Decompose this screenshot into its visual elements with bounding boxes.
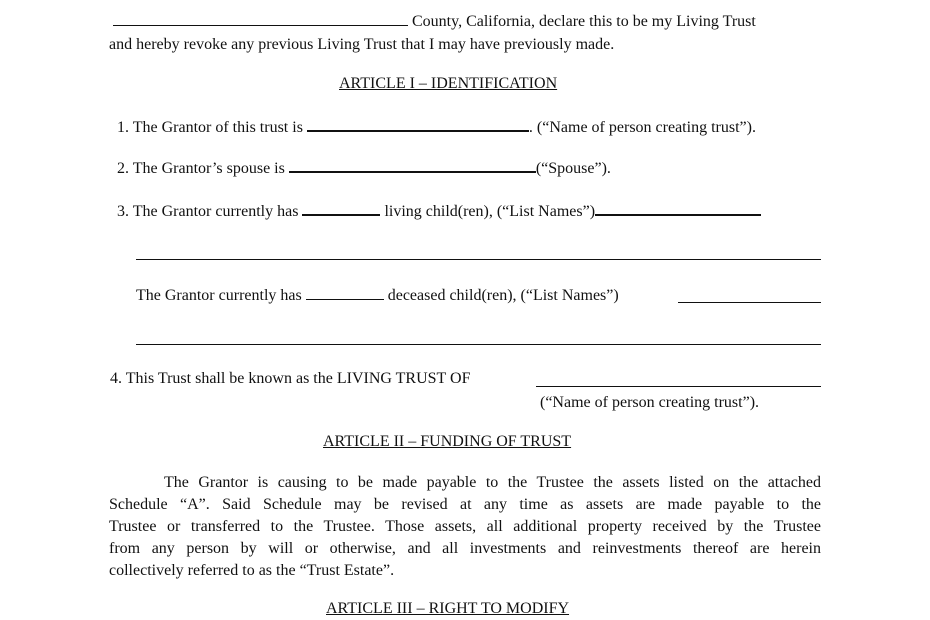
item-3b-mid: deceased child(ren), (“List Names”): [387, 287, 619, 304]
deceased-children-count-blank[interactable]: [306, 285, 384, 300]
item-2-text: The Grantor’s spouse is: [132, 160, 285, 177]
living-children-names-line-2[interactable]: [136, 259, 821, 260]
grantor-name-blank[interactable]: [307, 116, 529, 132]
item-2-number: 2.: [117, 160, 129, 177]
article-1-heading: ARTICLE I – IDENTIFICATION: [339, 75, 558, 92]
item-3b: [136, 285, 619, 306]
item-1-text: The Grantor of this trust is: [132, 119, 303, 136]
item-2: [117, 157, 611, 179]
article-2-line-4: from any person by will or otherwise, and all investments and reinvestments thereof are herein: [109, 540, 821, 557]
deceased-children-names-line-2[interactable]: [136, 344, 821, 345]
item-4-caption: (“Name of person creating trust”).: [540, 394, 760, 411]
item-3: [117, 200, 761, 222]
spouse-name-blank[interactable]: [289, 157, 536, 173]
living-children-count-blank[interactable]: [302, 200, 380, 216]
article-2-line-2: Schedule “A”. Said Schedule may be revised at any time as assets are made payable to the: [109, 496, 821, 513]
article-2-paragraph: [109, 472, 821, 582]
item-1-suffix: . (“Name of person creating trust”).: [528, 119, 756, 136]
article-2-heading: ARTICLE II – FUNDING OF TRUST: [323, 433, 572, 450]
item-1: [117, 116, 756, 138]
intro-line-1: [113, 11, 756, 32]
trust-name-blank[interactable]: [536, 386, 821, 387]
item-4-number: 4.: [110, 370, 122, 387]
intro-line-1-text: County, California, declare this to be my Living Trust: [412, 13, 756, 30]
item-1-number: 1.: [117, 119, 129, 136]
article-2-line-1: The Grantor is causing to be made payable to the Trustee the assets listed on the attached: [164, 474, 821, 491]
deceased-children-names-blank[interactable]: [678, 302, 821, 303]
intro-line-2: and hereby revoke any previous Living Trust that I may have previously made.: [109, 36, 615, 53]
county-blank[interactable]: [113, 11, 408, 26]
item-3b-text: The Grantor currently has: [136, 287, 302, 304]
item-4: [110, 369, 470, 389]
item-3-text: The Grantor currently has: [132, 203, 299, 220]
living-children-names-blank[interactable]: [595, 200, 761, 216]
item-3-number: 3.: [117, 203, 129, 220]
article-2-line-5: collectively referred to as the “Trust Estate”.: [109, 562, 395, 579]
item-3-mid: living child(ren), (“List Names”): [384, 203, 596, 220]
article-2-line-3: Trustee or transferred to the Trustee. Those assets, all additional property received by the Trustee: [109, 518, 821, 535]
item-4-text: This Trust shall be known as the LIVING TRUST OF: [125, 370, 471, 387]
article-3-heading: ARTICLE III – RIGHT TO MODIFY: [326, 600, 570, 617]
item-2-suffix: (“Spouse”).: [535, 160, 611, 177]
